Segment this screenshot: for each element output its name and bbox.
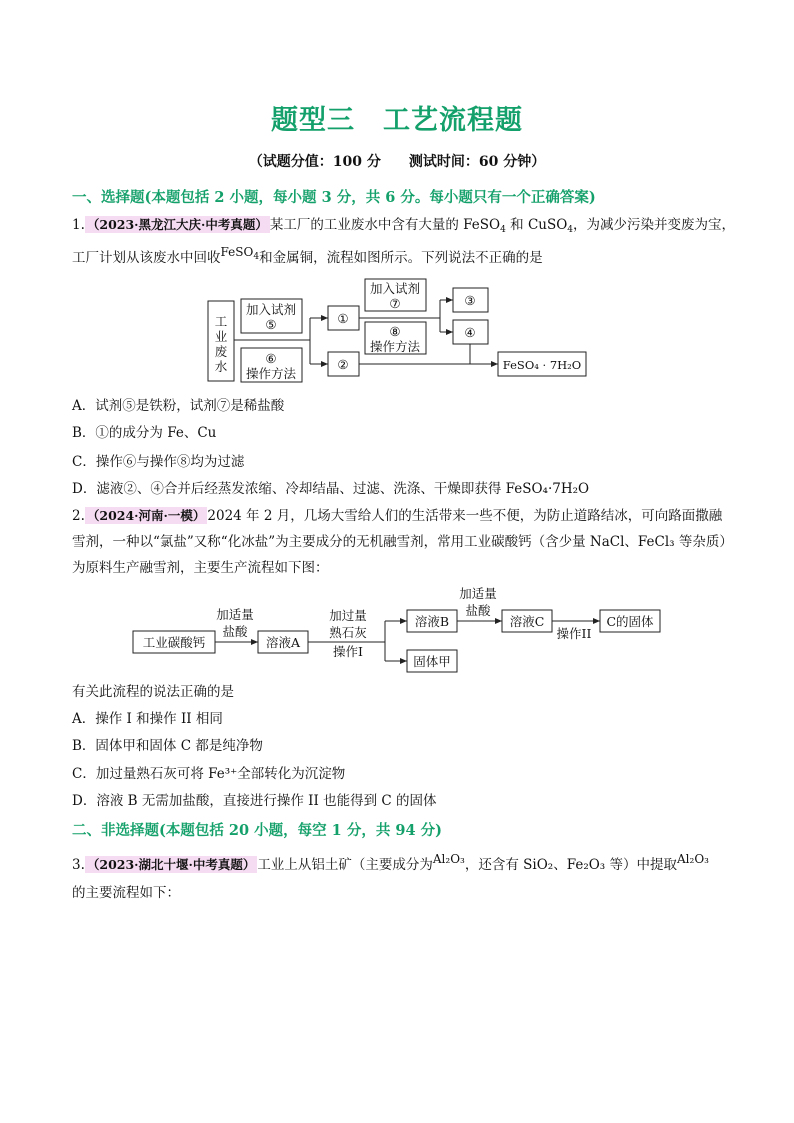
q3-line1 [72,852,709,875]
q1-source-char-2: 业 [214,329,228,344]
q3-text-a: 工业上从铝土矿（主要成分为 [257,857,433,873]
q2-line2: 雪剂，一种以“氯盐”又称“化冰盐”为主要成分的无机融雪剂，常用工业碳酸钙（含少量 NaCl、FeCl₃ 等杂质） [72,534,733,550]
page-title: 题型三 工艺流程题 [271,105,523,136]
q2-solA: 溶液A [265,635,301,650]
q1-node3: ③ [464,293,476,308]
q2-start: 工业碳酸钙 [142,635,206,650]
q2-solid-c: C的固体 [606,614,654,629]
q2-option-d[interactable]: D．溶液 B 无需加盐酸，直接进行操作 II 也能得到 C 的固体 [72,793,437,809]
q2-line3: 为原料生产融雪剂，主要生产流程如下图： [72,560,329,576]
q1-line2-a: 工厂计划从该废水中回收 [72,250,221,266]
q1-source-char-1: 工 [214,314,228,329]
section-1-heading: 一、选择题(本题包括 2 小题，每小题 3 分，共 6 分。每小题只有一个正确答案) [72,189,596,206]
q2-solB: 溶液B [414,614,450,629]
q1-option-b[interactable]: B．①的成分为 Fe、Cu [72,425,217,441]
q1-op8-l1: ⑧ [389,324,401,339]
q1-source-tag: （2023·黑龙江大庆·中考真题） [86,217,268,232]
q1-product: FeSO₄ · 7H₂O [502,358,582,372]
q3-number: 3. [72,857,85,873]
q2-stem: 有关此流程的说法正确的是 [72,684,234,700]
q1-option-c[interactable]: C．操作⑥与操作⑧均为过滤 [72,454,245,470]
q3-line2: 的主要流程如下： [72,885,180,901]
q2-arrow2-l1: 加过量 [329,608,367,623]
q2-arrow2-l2: 熟石灰 [329,625,367,640]
q1-text-c: ，为减少污染并变废为宝， [573,217,736,233]
q1-option-a[interactable]: A．试剂⑤是铁粉，试剂⑦是稀盐酸 [72,398,285,414]
q2-solid-a: 固体甲 [413,654,451,669]
q1-line2-b: 和金属铜，流程如图所示。下列说法不正确的是 [259,250,543,266]
q1-node1: ① [337,311,349,326]
q3-text-b: ，还含有 SiO₂、Fe₂O₃ 等）中提取 [464,857,677,873]
q2-arrow3-top: 加适量 [459,586,497,601]
q2-solC: 溶液C [509,614,545,629]
q1-op8-l2: 操作方法 [369,339,421,354]
q3-source-tag: （2023·湖北十堰·中考真题） [86,857,256,872]
q2-arrow1-bottom: 盐酸 [222,624,248,639]
q1-source-char-4: 水 [214,359,228,374]
q1-node4: ④ [464,325,476,340]
q3-al2o3-b: Al₂O₃ [677,852,709,866]
q2-arrow1-top: 加适量 [216,607,254,622]
exam-meta: （试题分值：100 分 测试时间：60 分钟） [248,154,546,170]
q1-op6-l1: ⑥ [265,351,277,366]
q1-feso4-raised: FeSO$_4$ [220,245,260,262]
q2-option-c[interactable]: C．加过量熟石灰可将 Fe³⁺全部转化为沉淀物 [72,766,346,782]
q2-arrow2-l3: 操作I [333,644,363,659]
q1-sub1: 4 [500,225,506,235]
q2-source-tag: （2024·河南·一模） [86,508,206,523]
q3-al2o3-a: Al₂O₃ [432,852,465,866]
q2-line1-text: 2024 年 2 月，几场大雪给人们的生活带来一些不便，为防止道路结冰，可向路面撒融 [207,508,723,524]
q1-option-d[interactable]: D．滤液②、④合并后经蒸发浓缩、冷却结晶、过滤、洗涤、干燥即获得 FeSO₄·7H₂O [72,481,590,497]
q1-reagent7-l2: ⑦ [389,296,401,311]
q1-reagent7-l1: 加入试剂 [369,281,421,296]
q1-text-b: 和 CuSO [505,217,568,233]
q1-op6-l2: 操作方法 [245,366,297,381]
q2-arrow3-bottom: 盐酸 [465,603,491,618]
q2-option-a[interactable]: A．操作 I 和操作 II 相同 [72,711,223,727]
q1-source-char-3: 废 [214,344,228,359]
section-2-heading: 二、非选择题(本题包括 20 小题，每空 1 分，共 94 分) [72,822,442,839]
q2-arrow4-bottom: 操作II [556,626,592,641]
q1-sub2: 4 [567,225,574,235]
q1-reagent5-l1: 加入试剂 [245,302,297,317]
q1-number: 1. [72,217,85,233]
q2-number: 2. [72,508,85,524]
q1-reagent5-l2: ⑤ [265,317,277,332]
q1-node2: ② [337,357,349,372]
q1-text-a: 某工厂的工业废水中含有大量的 FeSO [269,217,501,233]
q2-option-b[interactable]: B．固体甲和固体 C 都是纯净物 [72,738,263,754]
